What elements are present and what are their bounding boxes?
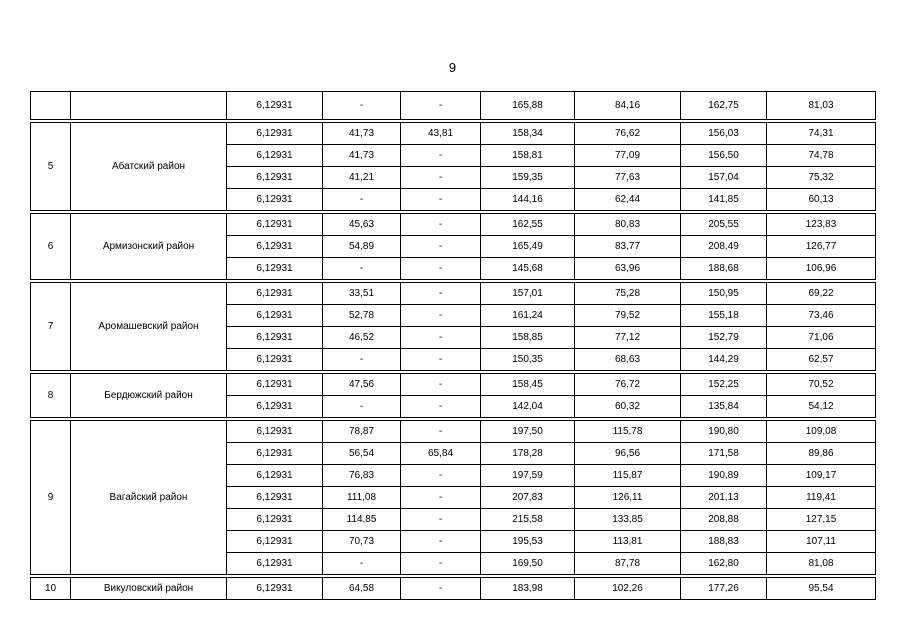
district-number: 10 <box>31 578 71 600</box>
value-cell: 197,59 <box>481 465 575 487</box>
value-cell: 76,72 <box>575 374 681 396</box>
value-cell: - <box>401 578 481 600</box>
page-number: 9 <box>448 60 457 75</box>
value-cell: 177,26 <box>681 578 767 600</box>
value-cell: 71,06 <box>767 327 876 349</box>
value-cell: 165,88 <box>481 92 575 120</box>
value-cell: 133,85 <box>575 509 681 531</box>
value-cell: 135,84 <box>681 396 767 418</box>
value-cell: 68,63 <box>575 349 681 371</box>
value-cell: 188,68 <box>681 258 767 280</box>
value-cell: 145,68 <box>481 258 575 280</box>
value-cell: 81,08 <box>767 553 876 575</box>
district-name: Викуловский район <box>71 578 227 600</box>
value-cell: - <box>323 92 401 120</box>
value-cell: - <box>401 214 481 236</box>
value-cell: - <box>323 349 401 371</box>
district-name: Вагайский район <box>71 421 227 575</box>
value-cell: 165,49 <box>481 236 575 258</box>
value-cell: 162,80 <box>681 553 767 575</box>
value-cell: 79,52 <box>575 305 681 327</box>
district-name: Абатский район <box>71 123 227 211</box>
value-cell: - <box>401 553 481 575</box>
value-cell: 178,28 <box>481 443 575 465</box>
value-cell: 6,12931 <box>227 349 323 371</box>
value-cell: - <box>323 396 401 418</box>
value-cell: 201,13 <box>681 487 767 509</box>
value-cell: 158,81 <box>481 145 575 167</box>
value-cell: - <box>323 553 401 575</box>
value-cell: - <box>401 189 481 211</box>
value-cell: 6,12931 <box>227 531 323 553</box>
value-cell: 47,56 <box>323 374 401 396</box>
value-cell: 152,25 <box>681 374 767 396</box>
value-cell: 77,09 <box>575 145 681 167</box>
value-cell: 83,77 <box>575 236 681 258</box>
value-cell: 64,58 <box>323 578 401 600</box>
value-cell: 6,12931 <box>227 92 323 120</box>
value-cell: 111,08 <box>323 487 401 509</box>
tariff-table <box>30 91 876 600</box>
value-cell: 127,15 <box>767 509 876 531</box>
value-cell: 102,26 <box>575 578 681 600</box>
value-cell: 96,56 <box>575 443 681 465</box>
value-cell: - <box>401 92 481 120</box>
value-cell: 41,73 <box>323 145 401 167</box>
table-row <box>31 283 876 305</box>
value-cell: 6,12931 <box>227 421 323 443</box>
value-cell: 87,78 <box>575 553 681 575</box>
table-row <box>31 421 876 443</box>
value-cell: 162,55 <box>481 214 575 236</box>
value-cell: 156,50 <box>681 145 767 167</box>
value-cell: 144,16 <box>481 189 575 211</box>
table-row <box>31 578 876 600</box>
value-cell: 62,44 <box>575 189 681 211</box>
value-cell: 6,12931 <box>227 327 323 349</box>
value-cell: 208,88 <box>681 509 767 531</box>
value-cell: - <box>323 189 401 211</box>
value-cell: 115,87 <box>575 465 681 487</box>
value-cell: - <box>401 374 481 396</box>
value-cell: 41,73 <box>323 123 401 145</box>
value-cell: 6,12931 <box>227 578 323 600</box>
district-name-cell <box>71 92 227 120</box>
value-cell: 142,04 <box>481 396 575 418</box>
value-cell: 158,85 <box>481 327 575 349</box>
value-cell: 207,83 <box>481 487 575 509</box>
value-cell: 115,78 <box>575 421 681 443</box>
value-cell: 6,12931 <box>227 236 323 258</box>
value-cell: 6,12931 <box>227 465 323 487</box>
value-cell: 159,35 <box>481 167 575 189</box>
value-cell: 6,12931 <box>227 145 323 167</box>
value-cell: 195,53 <box>481 531 575 553</box>
value-cell: 70,52 <box>767 374 876 396</box>
value-cell: - <box>401 465 481 487</box>
table-row <box>31 374 876 396</box>
value-cell: 69,22 <box>767 283 876 305</box>
value-cell: 76,62 <box>575 123 681 145</box>
value-cell: 158,34 <box>481 123 575 145</box>
value-cell: 6,12931 <box>227 283 323 305</box>
table-row <box>31 214 876 236</box>
value-cell: 162,75 <box>681 92 767 120</box>
value-cell: 113,81 <box>575 531 681 553</box>
district-number: 8 <box>31 374 71 418</box>
value-cell: 6,12931 <box>227 443 323 465</box>
table-row <box>31 92 876 120</box>
district-number: 6 <box>31 214 71 280</box>
value-cell: 161,24 <box>481 305 575 327</box>
value-cell: 157,01 <box>481 283 575 305</box>
value-cell: 119,41 <box>767 487 876 509</box>
value-cell: 65,84 <box>401 443 481 465</box>
value-cell: 75,32 <box>767 167 876 189</box>
value-cell: 70,73 <box>323 531 401 553</box>
value-cell: 188,83 <box>681 531 767 553</box>
value-cell: - <box>401 236 481 258</box>
value-cell: 171,58 <box>681 443 767 465</box>
value-cell: 6,12931 <box>227 305 323 327</box>
table-row <box>31 123 876 145</box>
value-cell: - <box>401 283 481 305</box>
value-cell: 150,95 <box>681 283 767 305</box>
value-cell: 109,08 <box>767 421 876 443</box>
district-number-cell <box>31 92 71 120</box>
value-cell: 41,21 <box>323 167 401 189</box>
district-number: 7 <box>31 283 71 371</box>
value-cell: 45,63 <box>323 214 401 236</box>
value-cell: 205,55 <box>681 214 767 236</box>
value-cell: - <box>401 421 481 443</box>
value-cell: 6,12931 <box>227 123 323 145</box>
value-cell: - <box>401 487 481 509</box>
value-cell: 60,32 <box>575 396 681 418</box>
value-cell: 63,96 <box>575 258 681 280</box>
value-cell: 114,85 <box>323 509 401 531</box>
value-cell: 6,12931 <box>227 509 323 531</box>
value-cell: 74,78 <box>767 145 876 167</box>
value-cell: 60,13 <box>767 189 876 211</box>
value-cell: - <box>401 145 481 167</box>
value-cell: 109,17 <box>767 465 876 487</box>
value-cell: 6,12931 <box>227 189 323 211</box>
value-cell: 150,35 <box>481 349 575 371</box>
value-cell: 215,58 <box>481 509 575 531</box>
value-cell: 73,46 <box>767 305 876 327</box>
value-cell: 89,86 <box>767 443 876 465</box>
value-cell: - <box>401 531 481 553</box>
value-cell: - <box>401 396 481 418</box>
value-cell: 183,98 <box>481 578 575 600</box>
district-name: Армизонский район <box>71 214 227 280</box>
value-cell: 77,12 <box>575 327 681 349</box>
value-cell: 62,57 <box>767 349 876 371</box>
value-cell: 6,12931 <box>227 396 323 418</box>
value-cell: - <box>401 258 481 280</box>
value-cell: 6,12931 <box>227 553 323 575</box>
value-cell: 6,12931 <box>227 258 323 280</box>
district-name: Аромашевский район <box>71 283 227 371</box>
value-cell: 6,12931 <box>227 214 323 236</box>
value-cell: 95,54 <box>767 578 876 600</box>
district-number: 5 <box>31 123 71 211</box>
value-cell: 158,45 <box>481 374 575 396</box>
value-cell: 106,96 <box>767 258 876 280</box>
value-cell: 77,63 <box>575 167 681 189</box>
value-cell: 54,89 <box>323 236 401 258</box>
value-cell: 75,28 <box>575 283 681 305</box>
value-cell: 56,54 <box>323 443 401 465</box>
value-cell: - <box>401 305 481 327</box>
value-cell: 123,83 <box>767 214 876 236</box>
value-cell: 78,87 <box>323 421 401 443</box>
value-cell: 197,50 <box>481 421 575 443</box>
value-cell: 81,03 <box>767 92 876 120</box>
value-cell: 155,18 <box>681 305 767 327</box>
value-cell: 190,80 <box>681 421 767 443</box>
value-cell: - <box>323 258 401 280</box>
value-cell: - <box>401 167 481 189</box>
value-cell: 141,85 <box>681 189 767 211</box>
value-cell: 76,83 <box>323 465 401 487</box>
value-cell: - <box>401 509 481 531</box>
value-cell: 33,51 <box>323 283 401 305</box>
value-cell: 144,29 <box>681 349 767 371</box>
value-cell: 6,12931 <box>227 374 323 396</box>
value-cell: 107,11 <box>767 531 876 553</box>
value-cell: 126,77 <box>767 236 876 258</box>
value-cell: 80,83 <box>575 214 681 236</box>
value-cell: 156,03 <box>681 123 767 145</box>
value-cell: 43,81 <box>401 123 481 145</box>
value-cell: 6,12931 <box>227 487 323 509</box>
value-cell: - <box>401 327 481 349</box>
value-cell: 6,12931 <box>227 167 323 189</box>
value-cell: 152,79 <box>681 327 767 349</box>
value-cell: 54,12 <box>767 396 876 418</box>
value-cell: 46,52 <box>323 327 401 349</box>
value-cell: 157,04 <box>681 167 767 189</box>
value-cell: 190,89 <box>681 465 767 487</box>
value-cell: - <box>401 349 481 371</box>
value-cell: 52,78 <box>323 305 401 327</box>
value-cell: 84,16 <box>575 92 681 120</box>
value-cell: 208,49 <box>681 236 767 258</box>
district-number: 9 <box>31 421 71 575</box>
value-cell: 74,31 <box>767 123 876 145</box>
district-name: Бердюжский район <box>71 374 227 418</box>
value-cell: 169,50 <box>481 553 575 575</box>
value-cell: 126,11 <box>575 487 681 509</box>
